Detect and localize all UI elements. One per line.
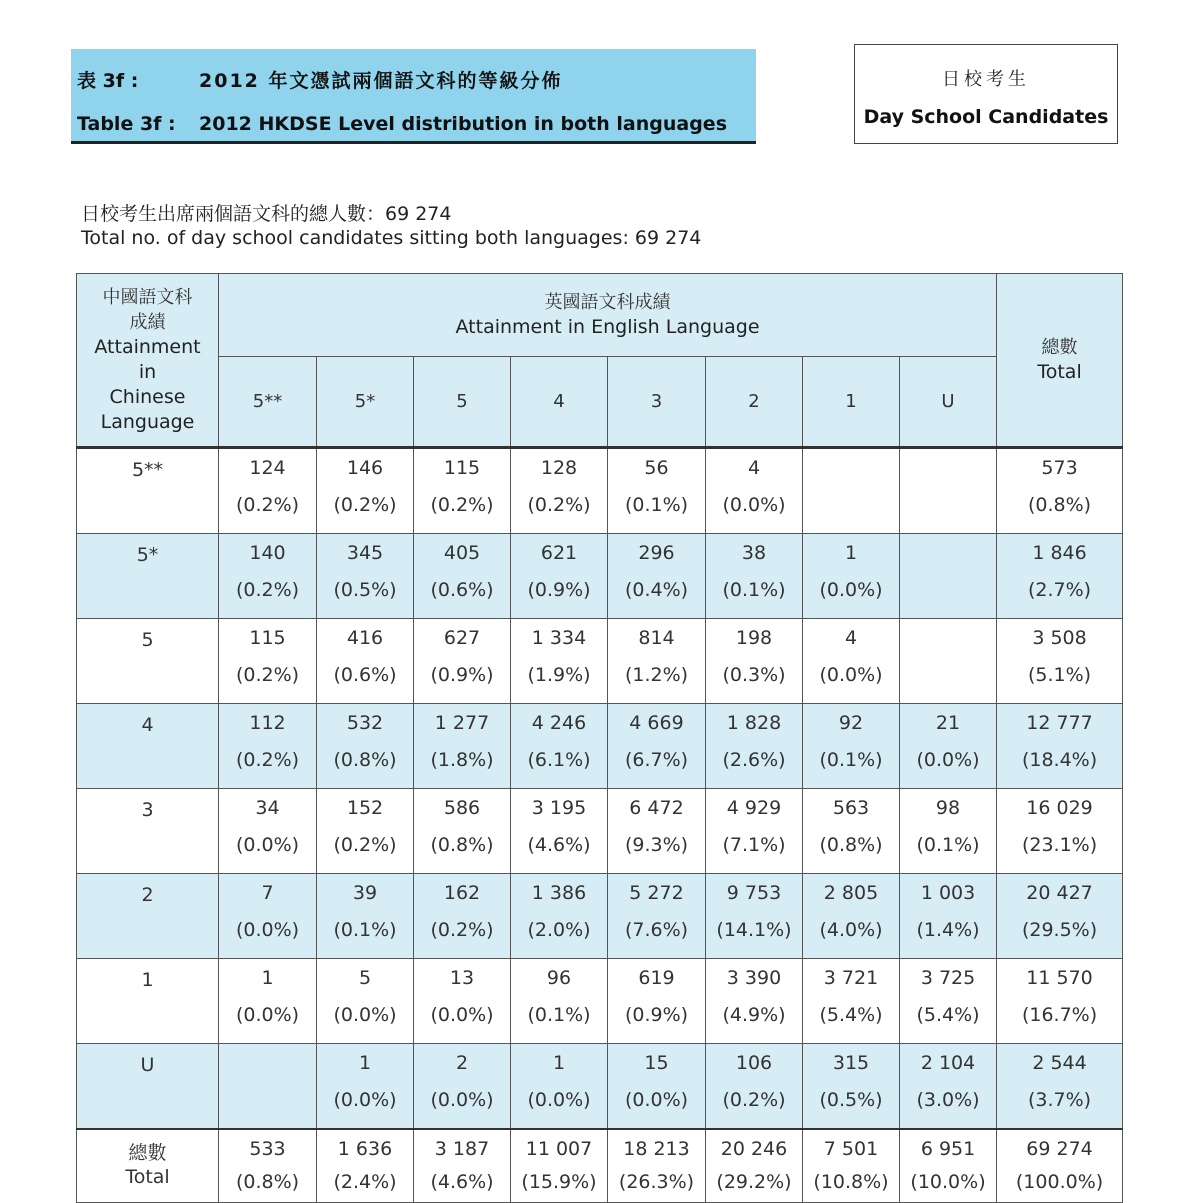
cell-count: 3 725 bbox=[920, 967, 976, 989]
english-attainment-header: 英國語文科成績 Attainment in English Language bbox=[219, 274, 997, 357]
distribution-cell bbox=[511, 448, 608, 534]
distribution-cell bbox=[706, 874, 803, 959]
cell-count: 3 508 bbox=[1032, 627, 1087, 649]
distribution-cell bbox=[803, 874, 900, 959]
cell-count: 2 805 bbox=[823, 882, 879, 904]
cell-percentage: (0.0%) bbox=[235, 919, 300, 941]
title-en-label: Table 3f : bbox=[77, 113, 176, 135]
cell-percentage: (0.2%) bbox=[430, 919, 494, 941]
row-total-cell bbox=[997, 534, 1123, 619]
cell-count: 18 213 bbox=[623, 1138, 690, 1160]
distribution-cell bbox=[414, 619, 511, 704]
cell-count bbox=[900, 619, 996, 629]
distribution-cell bbox=[414, 1129, 511, 1203]
cell-percentage: (0.0%) bbox=[235, 1004, 300, 1026]
cell-count: 39 bbox=[352, 882, 378, 904]
distribution-cell bbox=[414, 704, 511, 789]
distribution-cell bbox=[317, 448, 414, 534]
cell-count: 405 bbox=[443, 542, 481, 564]
cell-percentage bbox=[900, 544, 996, 562]
distribution-cell bbox=[706, 1129, 803, 1203]
cell-percentage: (14.1%) bbox=[716, 919, 792, 941]
corner-header-chinese-attainment: 中國語文科 成績 Attainment in Chinese Language bbox=[77, 274, 219, 448]
distribution-cell bbox=[511, 619, 608, 704]
distribution-cell bbox=[219, 959, 317, 1044]
cell-count: 533 bbox=[249, 1138, 286, 1160]
cell-percentage: (2.4%) bbox=[333, 1171, 397, 1193]
cell-count: 1 003 bbox=[920, 882, 976, 904]
cell-percentage: (0.1%) bbox=[916, 834, 980, 856]
cell-count: 5 bbox=[358, 967, 372, 989]
cell-count: 814 bbox=[638, 627, 675, 649]
cell-percentage: (0.0%) bbox=[819, 664, 883, 686]
cell-percentage: (16.7%) bbox=[1021, 1004, 1098, 1026]
cell-count: 4 669 bbox=[629, 712, 684, 734]
cell-count: 3 187 bbox=[434, 1138, 490, 1160]
cell-count: 1 bbox=[844, 542, 858, 564]
distribution-cell bbox=[900, 1044, 997, 1130]
distribution-cell bbox=[803, 704, 900, 789]
cell-count: 1 bbox=[358, 1052, 372, 1074]
distribution-cell bbox=[803, 959, 900, 1044]
chinese-level-label: 2 bbox=[77, 874, 219, 959]
cell-count: 416 bbox=[346, 627, 384, 649]
chinese-level-label: 5 bbox=[77, 619, 219, 704]
cell-count: 69 274 bbox=[1026, 1138, 1093, 1160]
cell-percentage: (0.0%) bbox=[527, 1089, 591, 1111]
level-distribution-table bbox=[76, 273, 1123, 1203]
cell-count: 96 bbox=[546, 967, 572, 989]
cell-percentage: (5.4%) bbox=[819, 1004, 883, 1026]
title-en-text: 2012 HKDSE Level distribution in both languages bbox=[199, 113, 728, 135]
cell-percentage: (10.8%) bbox=[813, 1171, 889, 1193]
distribution-cell bbox=[414, 874, 511, 959]
table-row bbox=[77, 619, 1123, 704]
distribution-cell bbox=[803, 534, 900, 619]
chinese-level-label: 5* bbox=[77, 534, 219, 619]
distribution-cell bbox=[706, 959, 803, 1044]
english-level-header: 2 bbox=[706, 357, 803, 448]
distribution-cell bbox=[414, 959, 511, 1044]
cell-count: 1 386 bbox=[531, 882, 587, 904]
distribution-cell bbox=[608, 1129, 706, 1203]
cell-count: 586 bbox=[443, 797, 481, 819]
distribution-cell bbox=[317, 789, 414, 874]
chinese-level-label: 3 bbox=[77, 789, 219, 874]
cell-count: 2 bbox=[455, 1052, 469, 1074]
row-total-cell bbox=[997, 789, 1123, 874]
distribution-cell bbox=[608, 959, 706, 1044]
cell-count bbox=[803, 449, 899, 459]
cell-count: 20 427 bbox=[1026, 882, 1093, 904]
cell-percentage: (0.8%) bbox=[1027, 494, 1092, 516]
cell-percentage: (0.9%) bbox=[430, 664, 494, 686]
distribution-cell bbox=[608, 1044, 706, 1130]
distribution-cell bbox=[317, 959, 414, 1044]
cell-percentage: (0.8%) bbox=[430, 834, 494, 856]
row-total-cell bbox=[997, 448, 1123, 534]
cell-percentage: (29.2%) bbox=[716, 1171, 792, 1193]
cell-count: 106 bbox=[735, 1052, 773, 1074]
cell-percentage: (0.2%) bbox=[333, 834, 397, 856]
cell-percentage: (100.0%) bbox=[1015, 1171, 1104, 1193]
distribution-cell bbox=[414, 534, 511, 619]
cell-count: 627 bbox=[443, 627, 481, 649]
cell-percentage: (29.5%) bbox=[1021, 919, 1098, 941]
cell-percentage: (0.0%) bbox=[624, 1089, 689, 1111]
cell-count: 5 272 bbox=[629, 882, 684, 904]
english-level-header: 5** bbox=[219, 357, 317, 448]
cell-percentage: (0.0%) bbox=[819, 579, 883, 601]
cell-count: 1 bbox=[552, 1052, 566, 1074]
cell-count: 2 104 bbox=[920, 1052, 976, 1074]
column-total-row bbox=[77, 1129, 1123, 1203]
cell-percentage: (18.4%) bbox=[1021, 749, 1098, 771]
row-total-cell bbox=[997, 1129, 1123, 1203]
cell-count: 315 bbox=[832, 1052, 870, 1074]
cell-count: 1 277 bbox=[434, 712, 490, 734]
total-row-label: 總數 Total bbox=[77, 1129, 219, 1203]
distribution-cell bbox=[608, 534, 706, 619]
total-candidates-zh: 日校考生出席兩個語文科的總人數：69 274 bbox=[81, 203, 452, 225]
table-row bbox=[77, 534, 1123, 619]
cell-count: 146 bbox=[346, 457, 384, 479]
cell-count: 4 246 bbox=[531, 712, 587, 734]
distribution-cell bbox=[511, 959, 608, 1044]
cell-count: 9 753 bbox=[726, 882, 782, 904]
cell-count: 4 929 bbox=[726, 797, 782, 819]
cell-count: 16 029 bbox=[1026, 797, 1093, 819]
cell-percentage: (7.1%) bbox=[722, 834, 786, 856]
cell-count: 1 846 bbox=[1032, 542, 1087, 564]
cell-count bbox=[219, 1044, 316, 1054]
distribution-cell bbox=[706, 448, 803, 534]
total-column-header: 總數 Total bbox=[997, 274, 1123, 448]
cell-count: 4 bbox=[747, 457, 761, 479]
cell-percentage: (0.4%) bbox=[624, 579, 689, 601]
cell-count: 38 bbox=[741, 542, 767, 564]
cell-percentage: (0.0%) bbox=[235, 834, 300, 856]
cell-percentage: (0.9%) bbox=[624, 1004, 689, 1026]
table-row bbox=[77, 704, 1123, 789]
distribution-cell bbox=[608, 704, 706, 789]
cell-percentage: (0.2%) bbox=[527, 494, 591, 516]
cell-percentage: (0.8%) bbox=[333, 749, 397, 771]
cell-count: 11 570 bbox=[1026, 967, 1093, 989]
cell-count: 162 bbox=[443, 882, 481, 904]
cell-count: 11 007 bbox=[525, 1138, 593, 1160]
cell-percentage: (0.6%) bbox=[333, 664, 397, 686]
cell-percentage: (0.0%) bbox=[430, 1004, 494, 1026]
cell-count: 1 bbox=[261, 967, 274, 989]
distribution-cell bbox=[706, 534, 803, 619]
cell-percentage: (0.1%) bbox=[819, 749, 883, 771]
cell-count bbox=[900, 449, 996, 459]
distribution-cell bbox=[900, 619, 997, 704]
cell-percentage: (0.1%) bbox=[722, 579, 786, 601]
chinese-level-label: U bbox=[77, 1044, 219, 1130]
cell-percentage: (0.5%) bbox=[819, 1089, 883, 1111]
distribution-cell bbox=[219, 789, 317, 874]
cell-percentage: (0.5%) bbox=[333, 579, 397, 601]
cell-percentage: (5.1%) bbox=[1027, 664, 1092, 686]
cell-count: 21 bbox=[935, 712, 961, 734]
cell-count: 115 bbox=[249, 627, 286, 649]
cell-count: 7 501 bbox=[823, 1138, 879, 1160]
distribution-cell bbox=[803, 1129, 900, 1203]
cell-percentage: (4.0%) bbox=[819, 919, 883, 941]
distribution-cell bbox=[219, 874, 317, 959]
cell-count: 4 bbox=[844, 627, 858, 649]
cell-count: 1 828 bbox=[726, 712, 782, 734]
chinese-level-label: 1 bbox=[77, 959, 219, 1044]
cell-count: 621 bbox=[540, 542, 578, 564]
distribution-cell bbox=[900, 874, 997, 959]
cell-percentage: (0.0%) bbox=[333, 1004, 397, 1026]
cell-count: 6 472 bbox=[629, 797, 684, 819]
cell-count: 296 bbox=[638, 542, 675, 564]
cell-count bbox=[900, 534, 996, 544]
table-row bbox=[77, 448, 1123, 534]
cell-percentage: (0.1%) bbox=[624, 494, 689, 516]
candidate-type-box bbox=[854, 44, 1118, 144]
cell-percentage: (3.7%) bbox=[1027, 1089, 1092, 1111]
cell-count: 573 bbox=[1041, 457, 1078, 479]
english-level-header: 5 bbox=[414, 357, 511, 448]
distribution-cell bbox=[900, 1129, 997, 1203]
distribution-cell bbox=[317, 1044, 414, 1130]
distribution-cell bbox=[803, 1044, 900, 1130]
cell-count: 140 bbox=[249, 542, 286, 564]
cell-percentage: (4.9%) bbox=[722, 1004, 786, 1026]
distribution-cell bbox=[317, 534, 414, 619]
cell-count: 98 bbox=[935, 797, 961, 819]
title-zh-label: 表 3f : bbox=[77, 70, 139, 92]
english-level-header: 4 bbox=[511, 357, 608, 448]
cell-percentage: (2.7%) bbox=[1027, 579, 1092, 601]
cell-count: 12 777 bbox=[1026, 712, 1093, 734]
cell-percentage: (0.2%) bbox=[430, 494, 494, 516]
distribution-cell bbox=[900, 448, 997, 534]
cell-count: 34 bbox=[255, 797, 280, 819]
cell-count: 1 334 bbox=[531, 627, 587, 649]
cell-count: 115 bbox=[443, 457, 481, 479]
distribution-cell bbox=[608, 789, 706, 874]
cell-percentage: (0.2%) bbox=[235, 749, 300, 771]
cell-count: 3 390 bbox=[726, 967, 782, 989]
distribution-cell bbox=[900, 534, 997, 619]
cell-percentage: (0.2%) bbox=[722, 1089, 786, 1111]
distribution-cell bbox=[803, 448, 900, 534]
distribution-cell bbox=[900, 704, 997, 789]
cell-percentage: (1.2%) bbox=[624, 664, 689, 686]
distribution-cell bbox=[608, 448, 706, 534]
distribution-cell bbox=[608, 619, 706, 704]
cell-percentage: (0.0%) bbox=[722, 494, 786, 516]
distribution-cell bbox=[706, 704, 803, 789]
cell-percentage: (2.6%) bbox=[722, 749, 786, 771]
cell-percentage: (4.6%) bbox=[527, 834, 591, 856]
english-level-header: 3 bbox=[608, 357, 706, 448]
distribution-cell bbox=[900, 959, 997, 1044]
english-level-header: 1 bbox=[803, 357, 900, 448]
cell-count: 7 bbox=[261, 882, 274, 904]
row-total-cell bbox=[997, 874, 1123, 959]
distribution-cell bbox=[803, 619, 900, 704]
cell-count: 2 544 bbox=[1032, 1052, 1087, 1074]
cell-count: 15 bbox=[644, 1052, 669, 1074]
cell-percentage: (23.1%) bbox=[1021, 834, 1098, 856]
cell-percentage: (0.2%) bbox=[235, 579, 300, 601]
cell-percentage: (6.1%) bbox=[527, 749, 591, 771]
candidate-type-en: Day School Candidates bbox=[863, 106, 1109, 128]
cell-count: 563 bbox=[832, 797, 870, 819]
cell-percentage: (0.2%) bbox=[235, 494, 300, 516]
cell-percentage: (0.8%) bbox=[235, 1171, 300, 1193]
cell-count: 112 bbox=[249, 712, 286, 734]
cell-count: 6 951 bbox=[920, 1138, 976, 1160]
cell-percentage: (1.8%) bbox=[430, 749, 494, 771]
cell-percentage: (9.3%) bbox=[624, 834, 689, 856]
english-level-header: 5* bbox=[317, 357, 414, 448]
cell-percentage: (0.0%) bbox=[333, 1089, 397, 1111]
cell-count: 198 bbox=[735, 627, 773, 649]
cell-count: 128 bbox=[540, 457, 578, 479]
cell-percentage: (0.6%) bbox=[430, 579, 494, 601]
cell-count: 20 246 bbox=[720, 1138, 788, 1160]
distribution-cell bbox=[219, 534, 317, 619]
cell-percentage: (6.7%) bbox=[624, 749, 689, 771]
cell-count: 619 bbox=[638, 967, 675, 989]
distribution-cell bbox=[511, 789, 608, 874]
chinese-level-label: 4 bbox=[77, 704, 219, 789]
cell-percentage bbox=[803, 459, 899, 477]
cell-percentage: (5.4%) bbox=[916, 1004, 980, 1026]
cell-count: 3 721 bbox=[823, 967, 879, 989]
cell-percentage: (0.2%) bbox=[333, 494, 397, 516]
cell-count: 56 bbox=[644, 457, 669, 479]
cell-percentage: (3.0%) bbox=[916, 1089, 980, 1111]
distribution-cell bbox=[414, 789, 511, 874]
cell-percentage: (0.0%) bbox=[916, 749, 980, 771]
distribution-cell bbox=[219, 619, 317, 704]
cell-percentage: (0.3%) bbox=[722, 664, 786, 686]
cell-percentage bbox=[900, 629, 996, 647]
cell-percentage: (7.6%) bbox=[624, 919, 689, 941]
cell-count: 152 bbox=[346, 797, 384, 819]
cell-count: 532 bbox=[346, 712, 384, 734]
distribution-cell bbox=[511, 874, 608, 959]
table-title-banner bbox=[71, 49, 756, 144]
distribution-cell bbox=[317, 1129, 414, 1203]
candidate-type-zh: 日校考生 bbox=[942, 69, 1030, 90]
title-zh-text: 2012 年文憑試兩個語文科的等級分佈 bbox=[199, 70, 563, 92]
cell-count: 92 bbox=[838, 712, 864, 734]
cell-percentage: (0.1%) bbox=[333, 919, 397, 941]
cell-percentage: (0.0%) bbox=[430, 1089, 494, 1111]
distribution-cell bbox=[706, 789, 803, 874]
distribution-cell bbox=[608, 874, 706, 959]
table-row bbox=[77, 1044, 1123, 1130]
row-total-cell bbox=[997, 959, 1123, 1044]
cell-percentage: (1.9%) bbox=[527, 664, 591, 686]
cell-percentage: (0.2%) bbox=[235, 664, 300, 686]
distribution-cell bbox=[706, 1044, 803, 1130]
distribution-cell bbox=[511, 704, 608, 789]
cell-percentage: (10.0%) bbox=[910, 1171, 986, 1193]
row-total-cell bbox=[997, 704, 1123, 789]
table-row bbox=[77, 874, 1123, 959]
distribution-cell bbox=[219, 704, 317, 789]
cell-count: 124 bbox=[249, 457, 286, 479]
table-row bbox=[77, 789, 1123, 874]
row-total-cell bbox=[997, 1044, 1123, 1130]
distribution-cell bbox=[511, 1129, 608, 1203]
distribution-cell bbox=[414, 448, 511, 534]
cell-percentage: (0.9%) bbox=[527, 579, 591, 601]
cell-percentage bbox=[900, 459, 996, 477]
distribution-cell bbox=[219, 1044, 317, 1130]
distribution-cell bbox=[803, 789, 900, 874]
cell-percentage: (0.8%) bbox=[819, 834, 883, 856]
distribution-cell bbox=[900, 789, 997, 874]
row-total-cell bbox=[997, 619, 1123, 704]
cell-percentage: (0.1%) bbox=[527, 1004, 591, 1026]
cell-percentage: (4.6%) bbox=[430, 1171, 494, 1193]
distribution-cell bbox=[219, 1129, 317, 1203]
distribution-cell bbox=[219, 448, 317, 534]
distribution-cell bbox=[706, 619, 803, 704]
cell-percentage bbox=[219, 1054, 316, 1072]
distribution-cell bbox=[317, 619, 414, 704]
distribution-cell bbox=[414, 1044, 511, 1130]
chinese-level-label: 5** bbox=[77, 448, 219, 534]
distribution-cell bbox=[317, 704, 414, 789]
distribution-cell bbox=[317, 874, 414, 959]
distribution-cell bbox=[511, 1044, 608, 1130]
distribution-cell bbox=[511, 534, 608, 619]
cell-count: 13 bbox=[449, 967, 475, 989]
cell-percentage: (2.0%) bbox=[527, 919, 591, 941]
cell-percentage: (15.9%) bbox=[521, 1171, 597, 1193]
total-candidates-en: Total no. of day school candidates sitting both languages: 69 274 bbox=[81, 227, 702, 249]
table-row bbox=[77, 959, 1123, 1044]
cell-percentage: (26.3%) bbox=[618, 1171, 695, 1193]
english-level-header: U bbox=[900, 357, 997, 448]
cell-count: 1 636 bbox=[337, 1138, 393, 1160]
cell-count: 345 bbox=[346, 542, 384, 564]
cell-percentage: (1.4%) bbox=[916, 919, 980, 941]
cell-count: 3 195 bbox=[531, 797, 587, 819]
